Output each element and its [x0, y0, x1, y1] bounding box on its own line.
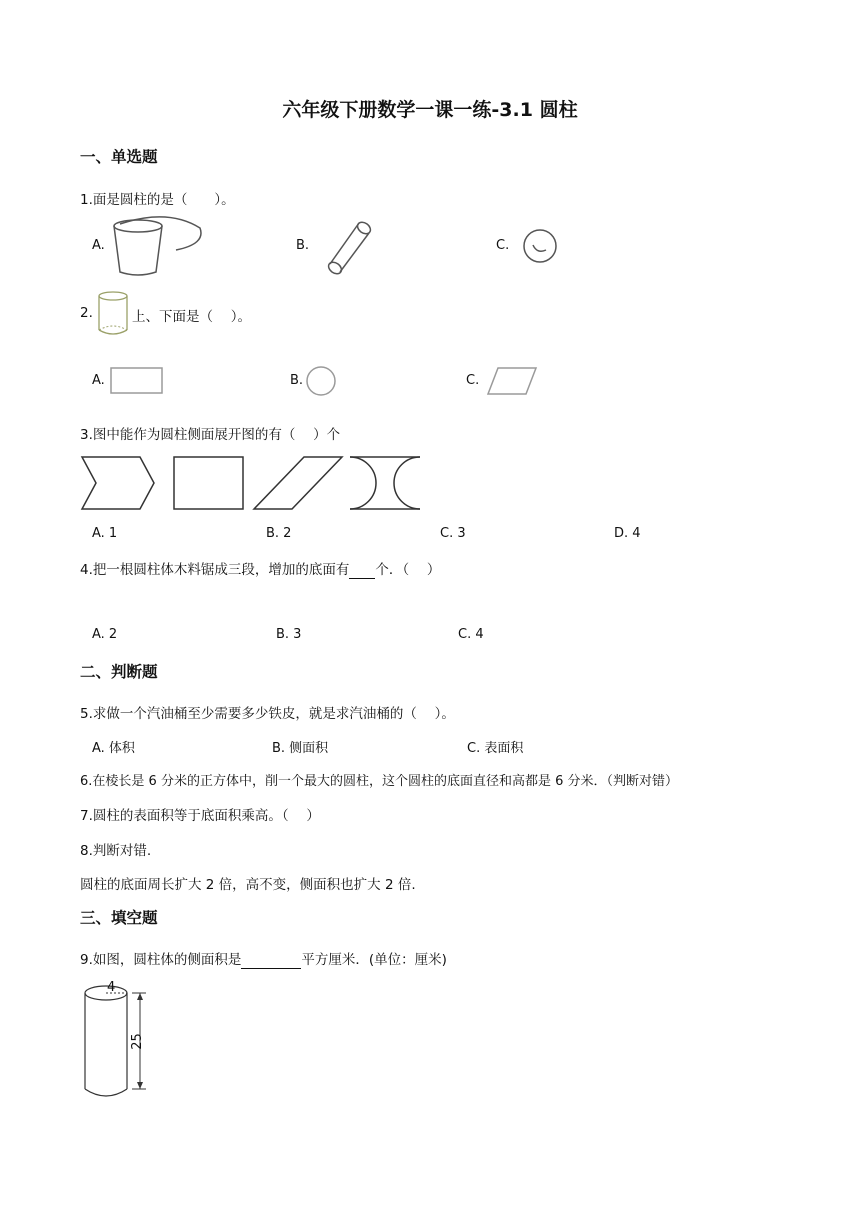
q4-option-a[interactable]: A. 2 — [92, 627, 118, 642]
parallelogram-shape — [486, 366, 538, 396]
q5-option-a[interactable]: A. 体积 — [92, 741, 135, 756]
question-8-statement: 圆柱的底面周长扩大 2 倍，高不变，侧面积也扩大 2 倍. — [80, 877, 416, 893]
question-9-stem-b: 平方厘米．(单位：厘米) — [301, 952, 447, 968]
question-8-stem: 8.判断对错. — [80, 843, 152, 859]
question-1-stem: 1.面是圆柱的是（ ）。 — [80, 192, 235, 208]
question-2-number: 2. — [80, 305, 93, 321]
rectangle-shape — [110, 366, 164, 396]
q2-option-a[interactable]: A. — [92, 373, 105, 388]
q2-option-b[interactable]: B. — [290, 373, 304, 388]
q3-option-d[interactable]: D. 4 — [614, 526, 641, 541]
bucket-image — [108, 214, 208, 278]
section-heading-true-false: 二、判断题 — [80, 663, 158, 681]
cylinder-dimension-figure — [80, 975, 170, 1103]
cylinder-image — [96, 290, 130, 336]
tilted-cylinder-image — [326, 218, 376, 276]
question-9-stem — [80, 948, 447, 969]
q4-option-c[interactable]: C. 4 — [458, 627, 484, 642]
answer-blank[interactable] — [241, 952, 301, 969]
q5-option-c[interactable]: C. 表面积 — [467, 741, 524, 756]
question-4-stem-a: 4.把一根圆柱体木料锯成三段，增加的底面有 — [80, 562, 350, 578]
circle-view-image — [522, 228, 558, 264]
q5-option-b[interactable]: B. 侧面积 — [272, 741, 329, 756]
question-7-stem: 7.圆柱的表面积等于底面积乘高。（ ） — [80, 808, 320, 824]
q3-option-b[interactable]: B. 2 — [266, 526, 292, 541]
q3-option-c[interactable]: C. 3 — [440, 526, 466, 541]
question-4-stem-b: 个．（ ） — [375, 562, 441, 578]
net-shapes-figure — [80, 454, 425, 512]
q1-option-a[interactable]: A. — [92, 238, 105, 253]
question-6-stem: 6.在棱长是 6 分米的正方体中，削一个最大的圆柱，这个圆柱的底面直径和高都是 6 分米．（判断对错） — [80, 774, 678, 789]
section-heading-fill-blank: 三、填空题 — [80, 909, 158, 927]
question-3-stem: 3.图中能作为圆柱侧面展开图的有（ ）个 — [80, 427, 341, 443]
section-heading-single-choice: 一、单选题 — [80, 148, 158, 166]
q1-option-c[interactable]: C. — [496, 238, 510, 253]
question-5-stem: 5.求做一个汽油桶至少需要多少铁皮，就是求汽油桶的（ ）。 — [80, 706, 455, 722]
question-4-stem — [80, 558, 440, 579]
height-label: 25 — [129, 1033, 145, 1050]
page-title: 六年级下册数学一课一练-3.1 圆柱 — [282, 99, 578, 121]
q3-option-a[interactable]: A. 1 — [92, 526, 118, 541]
radius-label: 4 — [107, 980, 116, 995]
circle-shape — [304, 364, 338, 398]
answer-blank[interactable] — [349, 562, 375, 579]
q1-option-b[interactable]: B. — [296, 238, 310, 253]
q4-option-b[interactable]: B. 3 — [276, 627, 302, 642]
question-9-stem-a: 9.如图，圆柱体的侧面积是 — [80, 952, 242, 968]
q2-option-c[interactable]: C. — [466, 373, 480, 388]
question-2-stem: 上、下面是（ ）。 — [132, 309, 252, 325]
